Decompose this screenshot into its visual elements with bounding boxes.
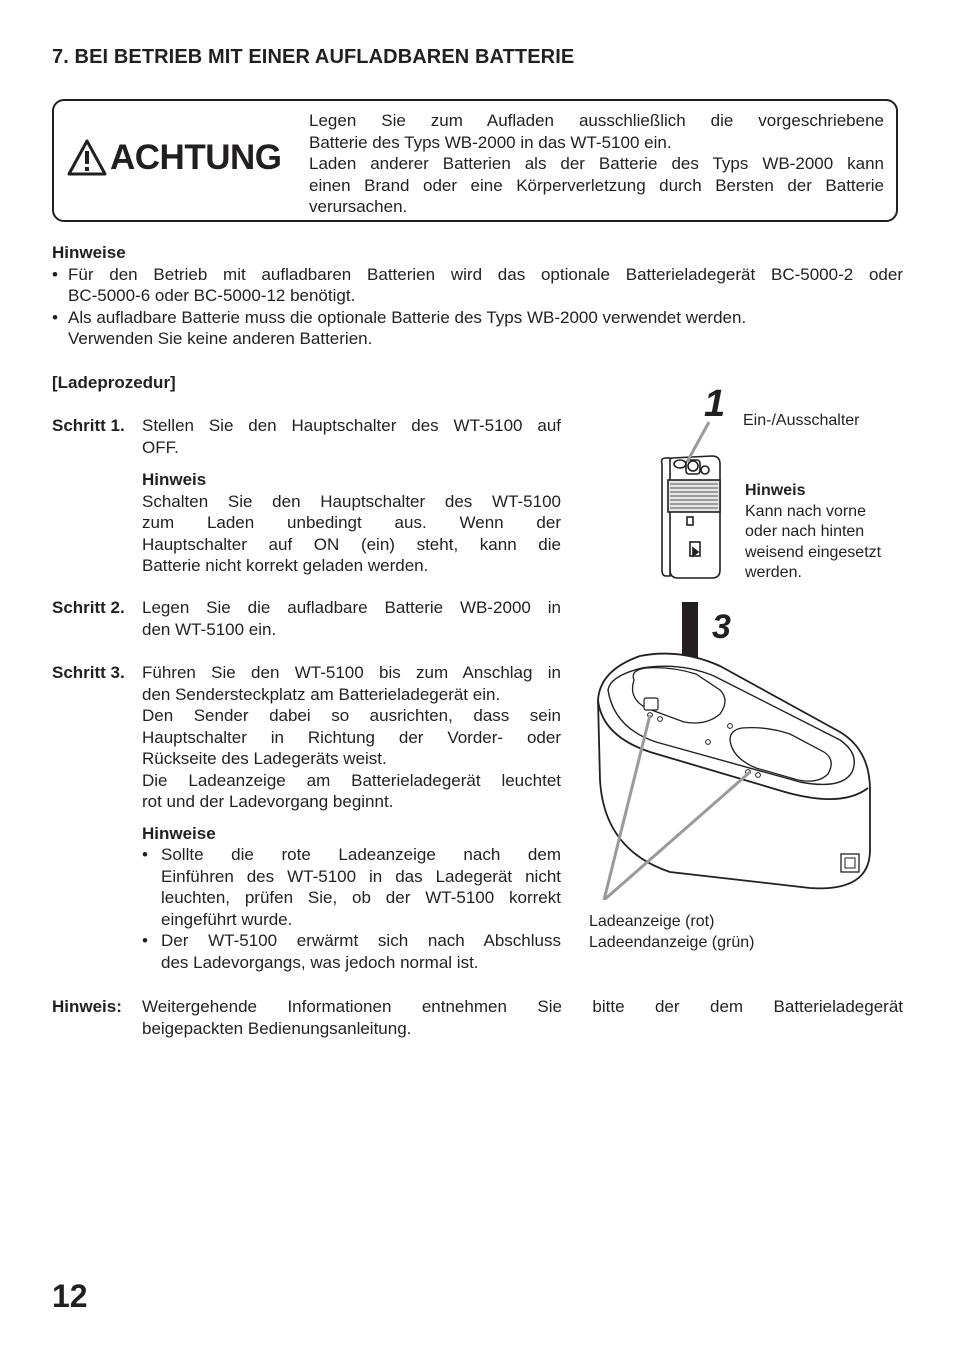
step1-body: [142, 415, 561, 577]
warning-line: verursachen.: [309, 197, 408, 216]
warning-triangle-icon: [66, 138, 108, 178]
warning-line: Legen Sie zum Aufladen ausschließlich die vorgeschriebene: [309, 111, 884, 130]
warning-line: Laden anderer Batterien als der Batterie des Typs WB-2000 kann: [309, 154, 884, 173]
warning-label: ACHTUNG: [110, 138, 282, 177]
step-line: Den Sender dabei so ausrichten, dass sein: [142, 706, 561, 725]
step1-note-heading: Hinweis: [142, 470, 207, 489]
footer-note-label: Hinweis:: [52, 997, 122, 1016]
note-line: • Als aufladbare Batterie muss die optionale Batterie des Typs WB-2000 verwendet werden.: [68, 307, 747, 327]
step1-label: Schritt 1.: [52, 416, 125, 435]
step-line: den Sendersteckplatz am Batterieladegerät ein.: [142, 684, 501, 704]
indicator-label-red: Ladeanzeige (rot): [589, 913, 715, 930]
procedure-heading: [Ladeprozedur]: [52, 373, 176, 392]
step-line: OFF.: [142, 437, 179, 457]
step-line: eingeführt wurde.: [161, 909, 293, 929]
warning-line: Batterie des Typs WB-2000 in das WT-5100 ein.: [309, 132, 672, 152]
step-line: Rückseite des Ladegeräts weist.: [142, 749, 387, 768]
switch-label: Ein-/Ausschalter: [743, 412, 860, 429]
step-line: zum Laden unbedingt aus. Wenn der: [142, 513, 561, 532]
step-line: Hauptschalter in Richtung der Vorder- oder: [142, 727, 561, 747]
section-title: 7. BEI BETRIEB MIT EINER AUFLADBAREN BATTERIE: [52, 46, 575, 68]
note-item: [52, 264, 903, 307]
figure-hint-line: Kann nach vorne: [745, 502, 866, 520]
warning-text: [309, 110, 884, 218]
notes-block: [52, 242, 903, 350]
page-number: 12: [52, 1278, 88, 1314]
step-line: Legen Sie die aufladbare Batterie WB-2000 in: [142, 598, 561, 617]
step-marker-3: 3: [712, 608, 731, 646]
figure-hint-heading: Hinweis: [745, 482, 806, 499]
step3-note-item: [142, 930, 561, 973]
note-line: • Für den Betrieb mit aufladbaren Batterien wird das optionale Batterieladegerät BC-5000-2 oder: [68, 264, 903, 284]
step3-note-item: [142, 844, 561, 930]
step3-notes-heading: Hinweise: [142, 823, 216, 843]
footer-note-line: Weitergehende Informationen entnehmen Sie bitte der dem Batterieladegerät: [142, 997, 903, 1016]
charger-drawing: [598, 654, 870, 889]
step-line: des Ladevorgangs, was jedoch normal ist.: [161, 952, 479, 972]
transmitter-drawing: [662, 456, 721, 578]
note-line: Verwenden Sie keine anderen Batterien.: [68, 329, 373, 348]
step-line: Batterie nicht korrekt geladen werden.: [142, 556, 429, 575]
footer-note-line: beigepackten Bedienungsanleitung.: [142, 1018, 412, 1038]
step-line: Einführen des WT-5100 in das Ladegerät nicht: [161, 866, 561, 886]
indicator-labels: [589, 912, 754, 953]
step-line: Führen Sie den WT-5100 bis zum Anschlag in: [142, 663, 561, 682]
step-line: • Der WT-5100 erwärmt sich nach Abschluss: [161, 931, 561, 950]
step-line: • Sollte die rote Ladeanzeige nach dem: [161, 845, 561, 864]
indicator-label-green: Ladeendanzeige (grün): [589, 933, 755, 951]
step-marker-1: 1: [704, 383, 726, 425]
notes-heading: Hinweise: [52, 243, 126, 262]
note-item: [52, 307, 903, 350]
step-line: Stellen Sie den Hauptschalter des WT-5100 auf: [142, 416, 561, 435]
figure-hint-line: weisend eingesetzt: [745, 543, 882, 561]
figure-hint-line: oder nach hinten: [745, 523, 865, 540]
step-line: rot und der Ladevorgang beginnt.: [142, 792, 394, 811]
step-line: Hauptschalter auf ON (ein) steht, kann die: [142, 534, 561, 554]
step-line: den WT-5100 ein.: [142, 619, 277, 639]
step-line: leuchten, prüfen Sie, ob der WT-5100 korrekt: [161, 888, 561, 907]
step2-body: [142, 597, 561, 640]
step-line: Die Ladeanzeige am Batterieladegerät leuchtet: [142, 770, 561, 790]
footer-note-body: [142, 996, 903, 1039]
step-line: Schalten Sie den Hauptschalter des WT-5100: [142, 491, 561, 511]
figure-hint: [745, 481, 881, 584]
note-line: BC-5000-6 oder BC-5000-12 benötigt.: [68, 286, 356, 305]
figure-hint-line: werden.: [745, 564, 802, 581]
step3-body: [142, 662, 561, 973]
warning-header: [66, 138, 281, 178]
charger-illustration: [580, 380, 910, 900]
warning-line: einen Brand oder eine Körperverletzung durch Bersten der Batterie: [309, 175, 884, 195]
step2-label: Schritt 2.: [52, 598, 125, 617]
step3-label: Schritt 3.: [52, 663, 125, 682]
